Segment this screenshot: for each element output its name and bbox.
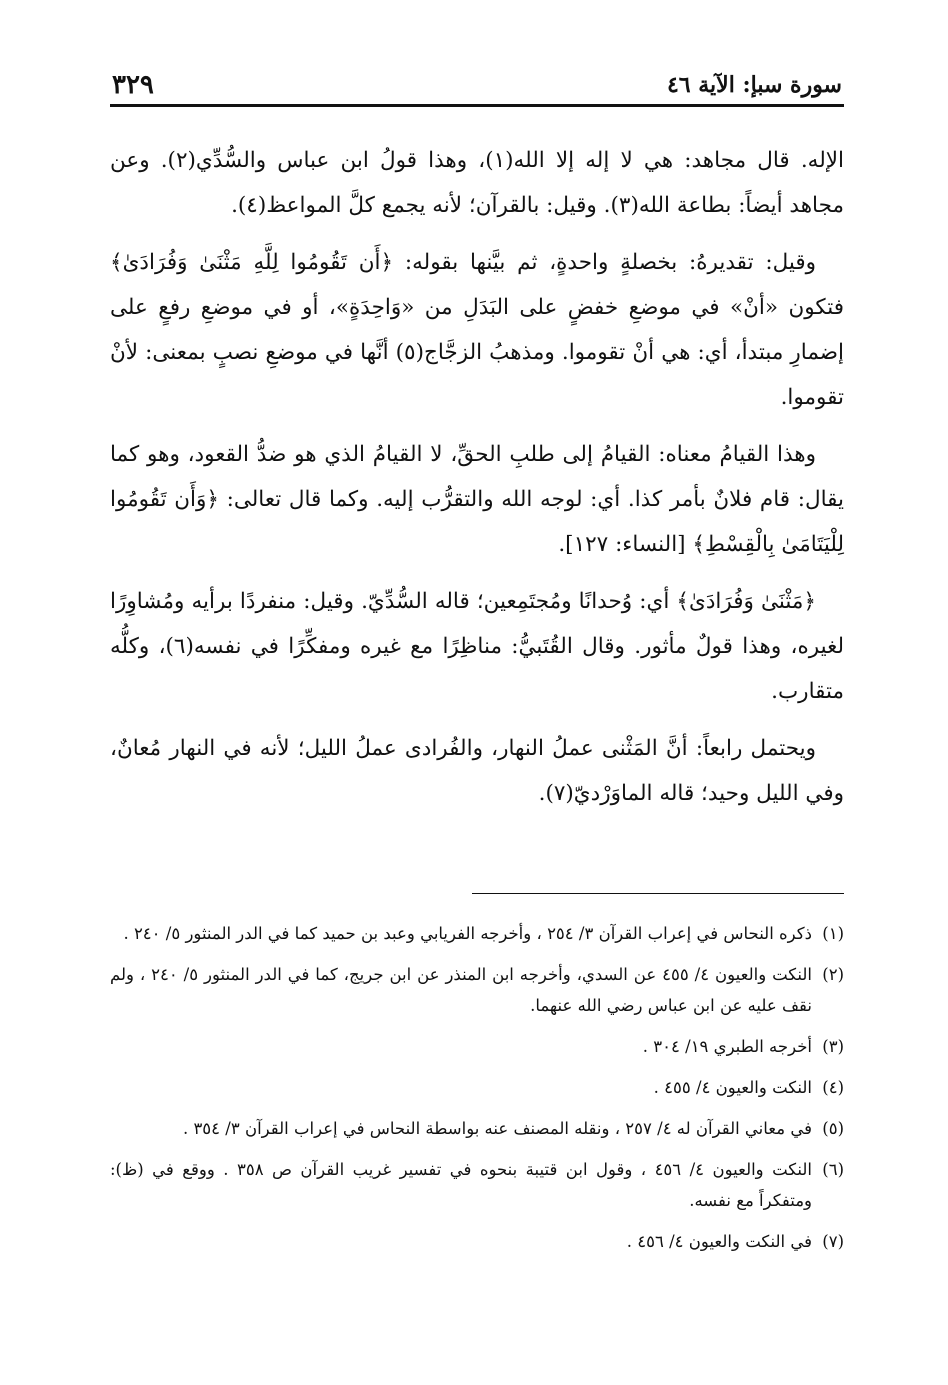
footnote-number: (٤) — [822, 1078, 844, 1097]
footnote — [110, 1072, 844, 1103]
footnote — [110, 1113, 844, 1144]
footnote-divider — [472, 893, 844, 894]
footnote-text: النكت والعيون ٤/ ٤٥٥ عن السدي، وأخرجه ابن المنذر عن ابن جريج، كما في الدر المنثور ٥/ ٢٤٠ ، ولم نقف عليه عن ابن عباس رضي الله عنهما. — [110, 965, 813, 1015]
footnote-number: (٢) — [822, 965, 845, 984]
footnote-number: (٧) — [822, 1232, 844, 1251]
footnote — [110, 1226, 844, 1257]
footnote-text: في معاني القرآن له ٤/ ٢٥٧ ، ونقله المصنف عنه بواسطة النحاس في إعراب القرآن ٣/ ٣٥٤ . — [182, 1119, 812, 1138]
footnote — [110, 1154, 844, 1216]
footnotes — [110, 918, 844, 1267]
footnote-number: (٦) — [822, 1160, 844, 1179]
page-number: ٣٢٩ — [112, 70, 154, 100]
footnote-text: ذكره النحاس في إعراب القرآن ٣/ ٢٥٤ ، وأخرجه الفريابي وعبد بن حميد كما في الدر المنثور ٥/ ٢٤٠ . — [123, 924, 812, 943]
paragraph: الإله. قال مجاهد: هي لا إله إلا الله(١)، وهذا قولُ ابن عباس والسُّدِّي(٢). وعن مجاهد أيضاً: بطاعة الله(٣). وقيل: بالقرآن؛ لأنه يجمع كلَّ المواعظ(٤). — [110, 148, 844, 218]
paragraph: ﴿مَثْنَىٰ وَفُرَادَىٰ﴾ أي: وُحدانًا ومُجتَمِعين؛ قاله السُّدِّيّ. وقيل: منفردًا برأيه ومُشاوِرًا لغيره، وهذا قولٌ مأثور. وقال القُتَبيُّ: مناظِرًا مع غيره ومفكِّرًا في نفسه(٦)، وكلُّه متقارب. — [110, 589, 844, 704]
footnote — [110, 1031, 844, 1062]
footnote — [110, 959, 844, 1021]
main-text — [110, 138, 844, 828]
surah-title: سورة سبإ: الآية ٤٦ — [666, 72, 842, 98]
header-divider — [110, 104, 844, 107]
paragraph: ويحتمل رابعاً: أنَّ المَثْنى عملُ النهار، والفُرادى عملُ الليل؛ لأنه في النهار مُعانٌ، وفي الليل وحيد؛ قاله الماوَرْديّ(٧). — [110, 736, 844, 806]
footnote-text: النكت والعيون ٤/ ٤٥٥ . — [653, 1078, 812, 1097]
paragraph: وقيل: تقديرهُ: بخصلةٍ واحدةٍ، ثم بيَّنها بقوله: ﴿أَن تَقُومُوا لِلَّهِ مَثْنَىٰ وَفُرَادَىٰ﴾ فتكون «أنْ» في موضعِ خفضٍ على البَدَلِ من «وَاحِدَةٍ»، أو في موضعِ رفعٍ على إضمارِ مبتدأ، أي: هي أنْ تقوموا. ومذهبُ الزجَّاج(٥) أنَّها في موضعِ نصبٍ بمعنى: لأنْ تقوموا. — [110, 250, 845, 410]
footnote-number: (٣) — [822, 1037, 844, 1056]
footnote-text: النكت والعيون ٤/ ٤٥٦ ، وقول ابن قتيبة بنحوه في تفسير غريب القرآن ص ٣٥٨ . ووقع في (ظ): ومتفكراً مع نفسه. — [110, 1160, 812, 1210]
footnote-number: (٥) — [822, 1119, 844, 1138]
footnote — [110, 918, 844, 949]
page-header — [112, 64, 842, 100]
footnote-text: في النكت والعيون ٤/ ٤٥٦ . — [626, 1232, 812, 1251]
paragraph: وهذا القيامُ معناه: القيامُ إلى طلبِ الحقِّ، لا القيامُ الذي هو ضدُّ القعود، وهو كما يقال: قام فلانٌ بأمر كذا. أي: لوجه الله والتقرُّب إليه. وكما قال تعالى: ﴿وَأَن تَقُومُوا لِلْيَتَامَىٰ بِالْقِسْطِ﴾ [النساء: ١٢٧]. — [110, 442, 844, 557]
footnote-number: (١) — [822, 924, 844, 943]
footnote-text: أخرجه الطبري ١٩/ ٣٠٤ . — [642, 1037, 812, 1056]
